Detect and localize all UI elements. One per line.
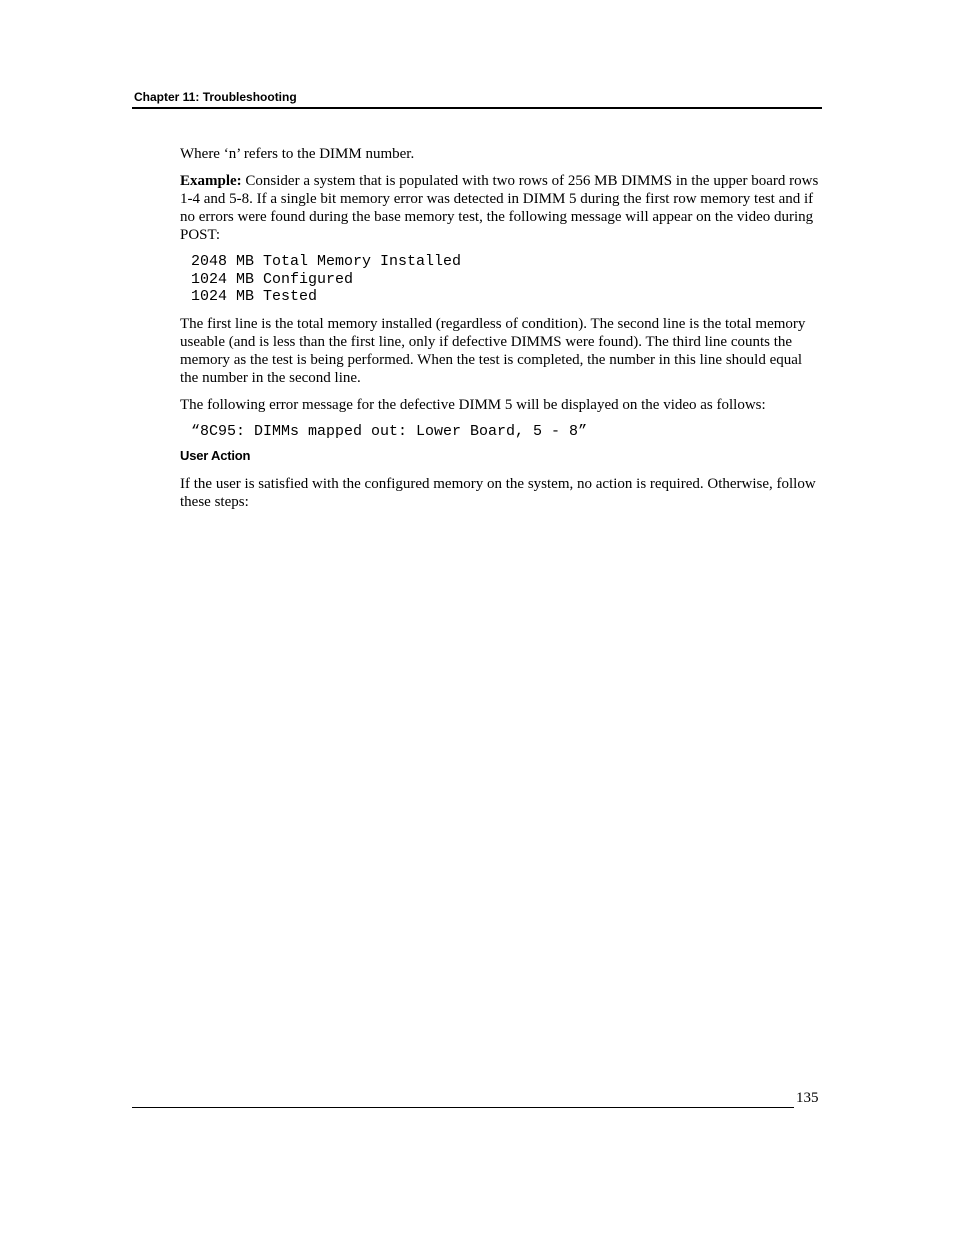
user-action-paragraph: If the user is satisfied with the configured memory on the system, no action is required. Otherwise, follow these steps: bbox=[180, 476, 816, 510]
error-code-line: “8C95: DIMMs mapped out: Lower Board, 5 - 8” bbox=[191, 422, 588, 440]
error-intro-paragraph: The following error message for the defective DIMM 5 will be displayed on the video as follows: bbox=[180, 396, 766, 413]
post-message-code-block bbox=[191, 253, 822, 306]
example-text: Consider a system that is populated with two rows of 256 MB DIMMS in the upper board rows 1-4 and 5-8. If a single bit memory error was detected in DIMM 5 during the first row memory test and if no errors were found during the base memory test, the following message will appear on the video during POST: bbox=[180, 173, 819, 243]
chapter-title: Chapter 11: Troubleshooting bbox=[134, 90, 297, 104]
explanation-paragraph: The first line is the total memory installed (regardless of condition). The second line is the total memory useable (and is less than the first line, only if defective DIMMS were found). The third line counts the memory as the test is being performed. When the test is completed, the number in this line should equal the number in the second line. bbox=[180, 315, 806, 386]
page-content bbox=[180, 145, 822, 520]
page-number: 135 bbox=[796, 1090, 819, 1106]
dimm-number-note: Where ‘n’ refers to the DIMM number. bbox=[180, 146, 415, 162]
code-line-total: 2048 MB Total Memory Installed bbox=[191, 253, 462, 270]
user-action-heading: User Action bbox=[180, 448, 251, 463]
code-line-configured: 1024 MB Configured bbox=[191, 270, 354, 288]
footer-rule bbox=[132, 1107, 794, 1108]
error-message-code bbox=[191, 423, 822, 441]
code-line-tested: 1024 MB Tested bbox=[191, 288, 318, 305]
header-rule bbox=[132, 107, 822, 109]
example-paragraph bbox=[180, 172, 822, 244]
example-label: Example: bbox=[180, 173, 242, 189]
